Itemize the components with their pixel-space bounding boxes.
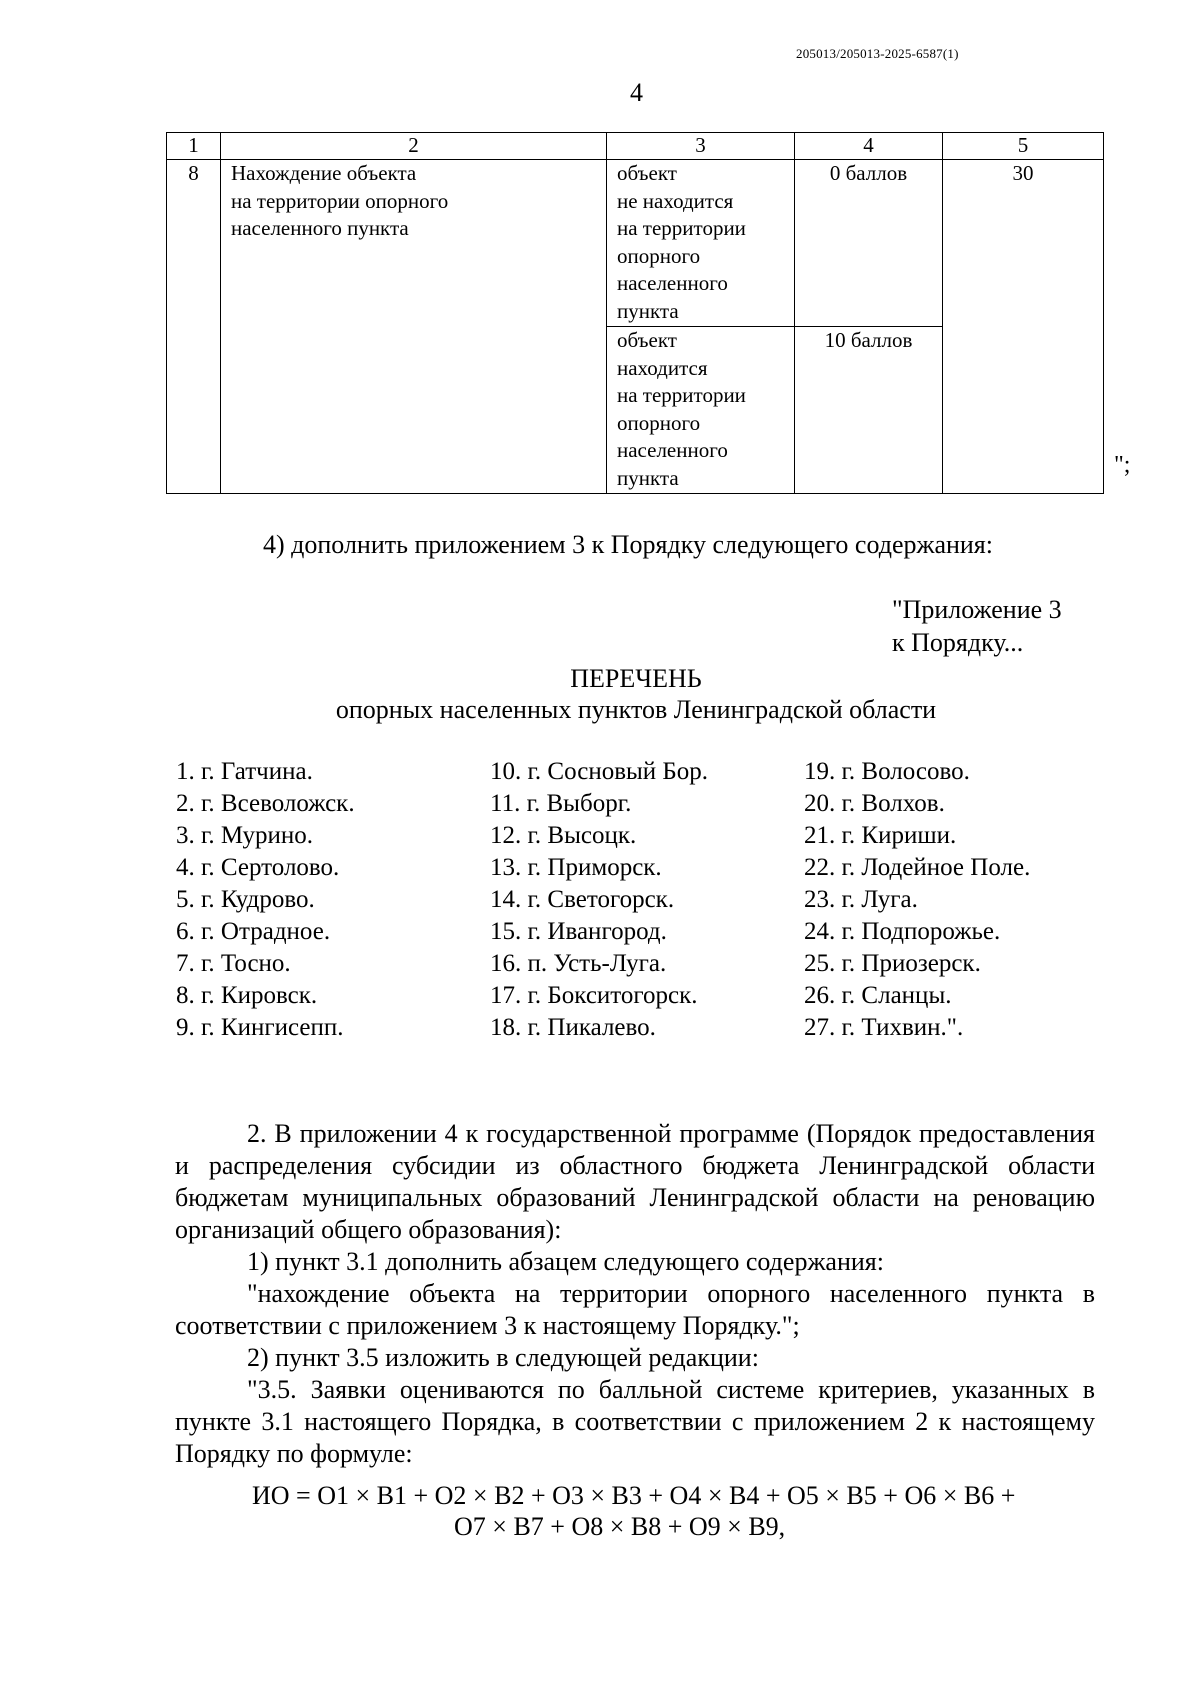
list-subtitle: опорных населенных пунктов Ленинградской области	[335, 695, 937, 724]
list-item: 14. г. Светогорск.	[490, 886, 675, 913]
list-item: 5. г. Кудрово.	[176, 886, 315, 913]
condition-line: на территории	[617, 216, 746, 241]
condition-line: пункта	[617, 298, 679, 323]
list-item: 17. г. Бокситогорск.	[490, 982, 698, 1009]
list-item: 9. г. Кингисепп.	[176, 1014, 344, 1041]
list-item: 1. г. Гатчина.	[176, 758, 313, 785]
paragraph-2: 2. В приложении 4 к государственной программе (Порядок предоставления и распределения субсидии из областного бюджета Ленинградской области бюджетам муниципальных образований Ленинградской области на реновацию организаций общего образования):	[175, 1119, 1095, 1244]
appendix-line: к Порядку...	[892, 628, 1024, 657]
list-item: 18. г. Пикалево.	[490, 1014, 656, 1041]
criterion-cell	[221, 160, 607, 494]
list-item: 11. г. Выборг.	[490, 790, 632, 817]
condition-cell	[607, 160, 795, 327]
settlements-column-2	[490, 756, 708, 1044]
subitem-1: 1) пункт 3.1 дополнить абзацем следующего содержания:	[247, 1247, 884, 1276]
condition-cell	[607, 327, 795, 494]
body-text	[175, 1118, 1095, 1470]
list-item: 24. г. Подпорожье.	[804, 918, 1001, 945]
score-cell: 0 баллов	[795, 160, 943, 327]
formula-line: ИО = О1 × В1 + О2 × В2 + О3 × В3 + О4 × В4 + О5 × В5 + О6 × В6 +	[252, 1481, 1016, 1510]
settlements-column-3	[804, 756, 1030, 1044]
list-item: 25. г. Приозерск.	[804, 950, 981, 977]
list-item: 16. п. Усть-Луга.	[490, 950, 667, 977]
criterion-line: населенного пункта	[231, 216, 409, 241]
list-item: 27. г. Тихвин.".	[804, 1014, 964, 1041]
condition-line: находится	[617, 355, 708, 380]
appendix-reference	[892, 593, 1062, 659]
criteria-table	[166, 132, 1104, 494]
condition-line: населенного	[617, 271, 728, 296]
appendix-line: "Приложение 3	[892, 595, 1062, 624]
list-item: 6. г. Отрадное.	[176, 918, 331, 945]
list-item: 3. г. Мурино.	[176, 822, 314, 849]
list-item: 8. г. Кировск.	[176, 982, 318, 1009]
condition-line: объект	[617, 328, 677, 352]
score-cell: 10 баллов	[795, 327, 943, 494]
list-item: 21. г. Кириши.	[804, 822, 957, 849]
quote-2: "3.5. Заявки оцениваются по балльной системе критериев, указанных в пункте 3.1 настоящего Порядка, в соответствии с приложением 2 к настоящему Порядку по формуле:	[175, 1375, 1095, 1468]
column-header: 1	[167, 133, 221, 160]
column-header: 4	[795, 133, 943, 160]
condition-line: объект	[617, 161, 677, 185]
condition-line: не находится	[617, 188, 734, 213]
item-4-text: 4) дополнить приложением 3 к Порядку следующего содержания:	[263, 530, 993, 559]
formula-line: О7 × В7 + О8 × В8 + О9 × В9,	[454, 1512, 786, 1541]
list-item: 13. г. Приморск.	[490, 854, 662, 881]
list-item: 15. г. Ивангород.	[490, 918, 667, 945]
column-header: 2	[221, 133, 607, 160]
list-title: ПЕРЕЧЕНЬ	[570, 664, 702, 693]
list-item: 23. г. Луга.	[804, 886, 918, 913]
condition-line: опорного	[617, 410, 701, 435]
column-header: 3	[607, 133, 795, 160]
condition-line: пункта	[617, 465, 679, 490]
formula	[0, 1480, 1200, 1542]
row-number: 8	[167, 160, 221, 494]
list-item: 20. г. Волхов.	[804, 790, 945, 817]
list-item: 7. г. Тосно.	[176, 950, 291, 977]
table-closing-quote: ";	[1114, 452, 1131, 478]
column-header: 5	[943, 133, 1104, 160]
document-id: 205013/205013-2025-6587(1)	[796, 46, 959, 61]
list-item: 10. г. Сосновый Бор.	[490, 758, 709, 785]
settlements-column-1	[176, 756, 355, 1044]
list-item: 4. г. Сертолово.	[176, 854, 340, 881]
condition-line: опорного	[617, 243, 701, 268]
list-item: 2. г. Всеволожск.	[176, 790, 355, 817]
condition-line: населенного	[617, 438, 728, 463]
list-item: 19. г. Волосово.	[804, 758, 970, 785]
list-item: 26. г. Сланцы.	[804, 982, 952, 1009]
condition-line: на территории	[617, 383, 746, 408]
quote-1: "нахождение объекта на территории опорного населенного пункта в соответствии с приложением 3 к настоящему Порядку.";	[175, 1279, 1095, 1340]
subitem-2: 2) пункт 3.5 изложить в следующей редакции:	[247, 1343, 759, 1372]
criterion-line: Нахождение объекта	[231, 161, 417, 185]
weight-cell: 30	[943, 160, 1104, 494]
list-item: 22. г. Лодейное Поле.	[804, 854, 1031, 881]
table-header-row	[167, 133, 1104, 160]
table-row	[167, 160, 1104, 327]
page-number: 4	[630, 78, 643, 107]
criterion-line: на территории опорного	[231, 188, 449, 213]
list-item: 12. г. Высоцк.	[490, 822, 637, 849]
